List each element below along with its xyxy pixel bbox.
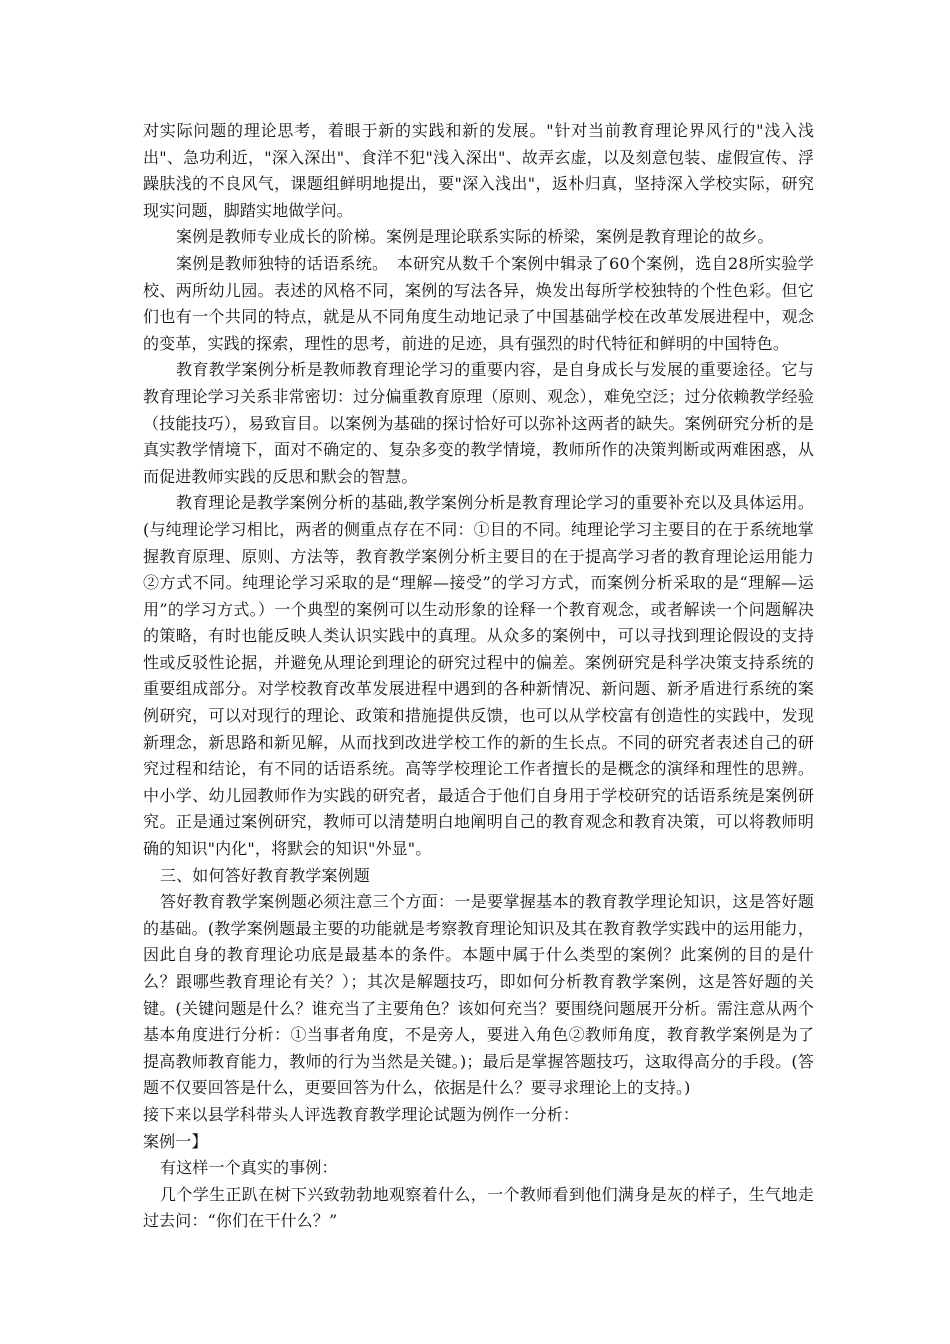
paragraph-example-intro: 接下来以县学科带头人评选教育教学理论试题为例作一分析： — [143, 1104, 580, 1124]
paragraph-answer-method: 答好教育教学案例题必须注意三个方面：一是要掌握基本的教育教学理论知识，这是答好题的基础。(教学案例题最主要的功能就是考察教育理论知识及其在教育教学实践中的运用能力，因此自身的教育理论功底是最基本的条件。本题中属于什么类型的案例？此案例的目的是什么？跟哪些教育理论有关？）；其次是解题技巧，即如何分析教育教学案例，这是答好题的关键。(关键问题是什么？谁充当了主要角色？该如何充当？要围绕问题展开分析。需注意从两个基本角度进行分析：①当事者角度，不是旁人，要进入角色②教师角度，教育教学案例是为了提高教师教育能力，教师的行为当然是关键。)；最后是掌握答题技巧，这取得高分的手段。(答题不仅要回答是什么，更要回答为什么，依据是什么？要寻求理论上的支持。) — [143, 892, 814, 1098]
paragraph-true-story: 有这样一个真实的事例： — [160, 1158, 338, 1178]
paragraph-case-discourse: 案例是教师独特的话语系统。 本研究从数千个案例中辑录了60个案例，选自28所实验学校、两所幼儿园。表述的风格不同，案例的写法各异，焕发出每所学校独特的个性色彩。但它们也有一个共同的特点，就是从不同角度生动地记录了中国基础学校在改革发展进程中，观念的变革，实践的探索，理性的思考，前进的足迹，具有强烈的时代特征和鲜明的中国特色。 — [143, 253, 814, 353]
section-heading-how-to-answer: 三、如何答好教育教学案例题 — [160, 865, 370, 885]
paragraph-case-analysis-importance: 教育教学案例分析是教师教育理论学习的重要内容，是自身成长与发展的重要途径。它与教育理论学习关系非常密切：过分偏重教育原理（原则、观念），难免空泛；过分依赖教学经验（技能技巧），易致盲目。以案例为基础的探讨恰好可以弥补这两者的缺失。案例研究分析的是真实教学情境下，面对不确定的、复杂多变的教学情境，教师所作的决策判断或两难困惑，从而促进教师实践的反思和默会的智慧。 — [143, 360, 814, 486]
paragraph-case-ladder: 案例是教师专业成长的阶梯。案例是理论联系实际的桥梁，案例是教育理论的故乡。 — [176, 227, 774, 247]
case-one-label: 案例一】 — [143, 1131, 208, 1151]
paragraph-theory-basis: 教育理论是教学案例分析的基础,教学案例分析是教育理论学习的重要补充以及具体运用。(与纯理论学习相比，两者的侧重点存在不同：①目的不同。纯理论学习主要目的在于系统地掌握教育原理、原则、方法等，教育教学案例分析主要目的在于提高学习者的教育理论运用能力②方式不同。纯理论学习采取的是“理解—接受”的学习方式，而案例分析采取的是“理解—运用”的学习方式。）一个典型的案例可以生动形象的诠释一个教育观念，或者解读一个问题解决的策略，有时也能反映人类认识实践中的真理。从众多的案例中，可以寻找到理论假设的支持性或反驳性论据，并避免从理论到理论的研究过程中的偏差。案例研究是科学决策支持系统的重要组成部分。对学校教育改革发展进程中遇到的各种新情况、新问题、新矛盾进行系统的案例研究，可以对现行的理论、政策和措施提供反馈，也可以从学校富有创造性的实践中，发现新理念，新思路和新见解，从而找到改进学校工作的新的生长点。不同的研究者表述自己的研究过程和结论，有不同的话语系统。高等学校理论工作者擅长的是概念的演绎和理性的思辨。中小学、幼儿园教师作为实践的研究者，最适合于他们自身用于学校研究的话语系统是案例研究。正是通过案例研究，教师可以清楚明白地阐明自己的教育观念和教育决策，可以将教师明确的知识"内化"，将默会的知识"外显"。 — [143, 493, 814, 859]
paragraph-intro-continuation: 对实际问题的理论思考，着眼于新的实践和新的发展。"针对当前教育理论界风行的"浅入浅出"、急功利近，"深入深出"、食洋不犯"浅入深出"、故弄玄虚，以及刻意包装、虚假宣传、浮躁肤浅的不良风气，课题组鲜明地提出，要"深入浅出"，返朴归真，坚持深入学校实际，研究现实问题，脚踏实地做学问。 — [143, 121, 814, 220]
paragraph-story-content: 几个学生正趴在树下兴致勃勃地观察着什么，一个教师看到他们满身是灰的样子，生气地走过去问：“你们在干什么？” — [143, 1184, 814, 1231]
